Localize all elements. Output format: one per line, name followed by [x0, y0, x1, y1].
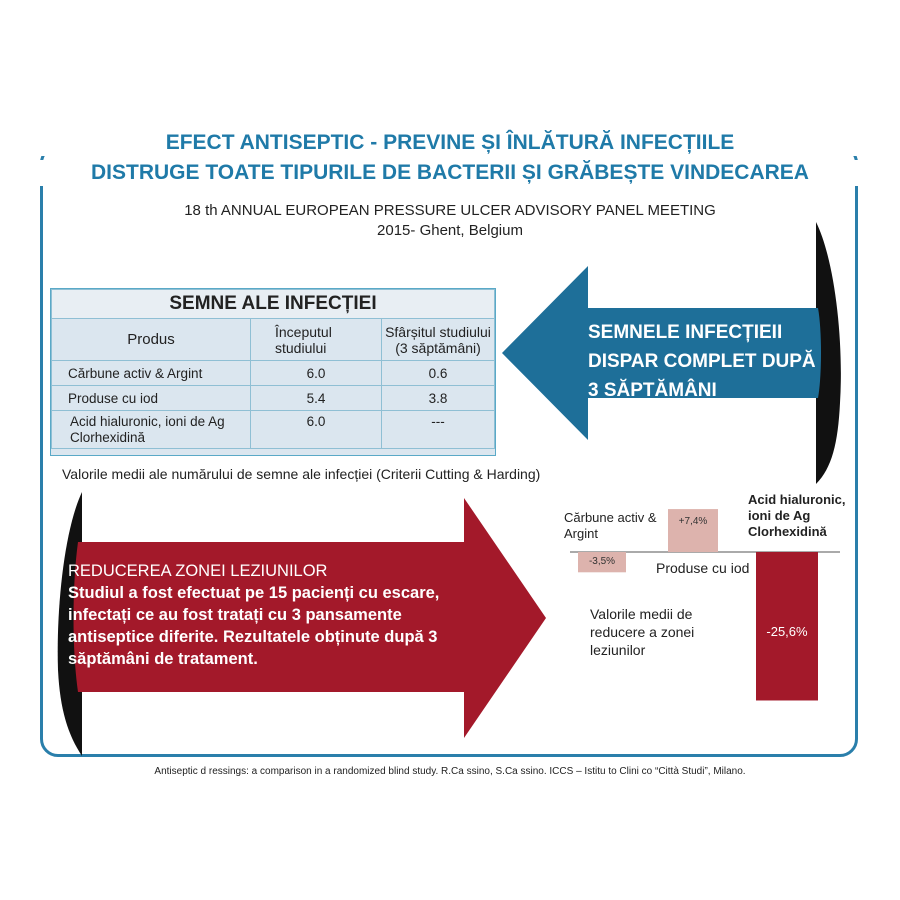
header-product: Produs [52, 319, 251, 361]
red-arrow-body: Studiul a fost efectuat pe 15 pacienți cu escare, infectați ce au fost tratați cu 3 pansamente antiseptice diferite. Rezultatele obținute după 3 săptămâni de tratament. [68, 584, 440, 668]
row-product: Acid hialuronic, ioni de Ag Clorhexidină [52, 411, 251, 449]
blue-arrow-line-2: DISPAR COMPLET DUPĂ [588, 351, 816, 372]
row-start: 6.0 [251, 411, 382, 449]
header-end: Sfârșitul studiului (3 săptămâni) [382, 319, 495, 361]
infection-table [50, 288, 496, 456]
infection-table-title: SEMNE ALE INFECȚIEI [52, 290, 495, 319]
row-product: Produse cu iod [52, 386, 251, 411]
chart-category-2: Produse cu iod [656, 560, 750, 576]
chart-data-label: +7,4% [678, 516, 708, 528]
table-caption: Valorile medii ale numărului de semne ale infecției (Criterii Cutting & Harding) [62, 466, 541, 482]
header-start: Începutul studiului [251, 319, 382, 361]
chart-category-3: Acid hialuronic, ioni de Ag Clorhexidină [748, 492, 846, 539]
chart-caption: Valorile medii de reducere a zonei leziunilor [590, 606, 695, 658]
blue-arrow-line-1: SEMNELE INFECȚIEII [588, 322, 783, 343]
meeting-line-1: 18 th ANNUAL EUROPEAN PRESSURE ULCER ADVISORY PANEL MEETING [184, 202, 716, 219]
red-arrow-heading: REDUCEREA ZONEI LEZIUNILOR [68, 562, 328, 580]
table-row [52, 411, 495, 449]
lesion-reduction-chart [560, 490, 850, 720]
row-start: 6.0 [251, 361, 382, 386]
red-arrow-text [68, 560, 478, 670]
table-row [52, 386, 495, 411]
title-line-2: DISTRUGE TOATE TIPURILE DE BACTERII ȘI GRĂBEȘTE VINDECAREA [40, 160, 860, 186]
chart-data-label: -25,6% [766, 624, 808, 639]
row-product: Cărbune activ & Argint [52, 361, 251, 386]
row-end: --- [382, 411, 495, 449]
title-line-1: EFECT ANTISEPTIC - PREVINE ȘI ÎNLĂTURĂ INFECȚIILE [40, 130, 860, 156]
blue-arrow-text [588, 318, 848, 405]
footnote: Antiseptic d ressings: a comparison in a randomized blind study. R.Ca ssino, S.Ca ssino. ICCS – Istitu to Clini co “Città Studi”, Milano. [154, 766, 746, 777]
row-end: 3.8 [382, 386, 495, 411]
row-start: 5.4 [251, 386, 382, 411]
table-row [52, 361, 495, 386]
blue-arrow-line-3: 3 SĂPTĂMÂNI [588, 380, 717, 401]
chart-category-1: Cărbune activ & Argint [564, 510, 657, 541]
row-end: 0.6 [382, 361, 495, 386]
meeting-line-2: 2015- Ghent, Belgium [377, 222, 523, 239]
chart-data-label: -3,5% [588, 556, 616, 567]
